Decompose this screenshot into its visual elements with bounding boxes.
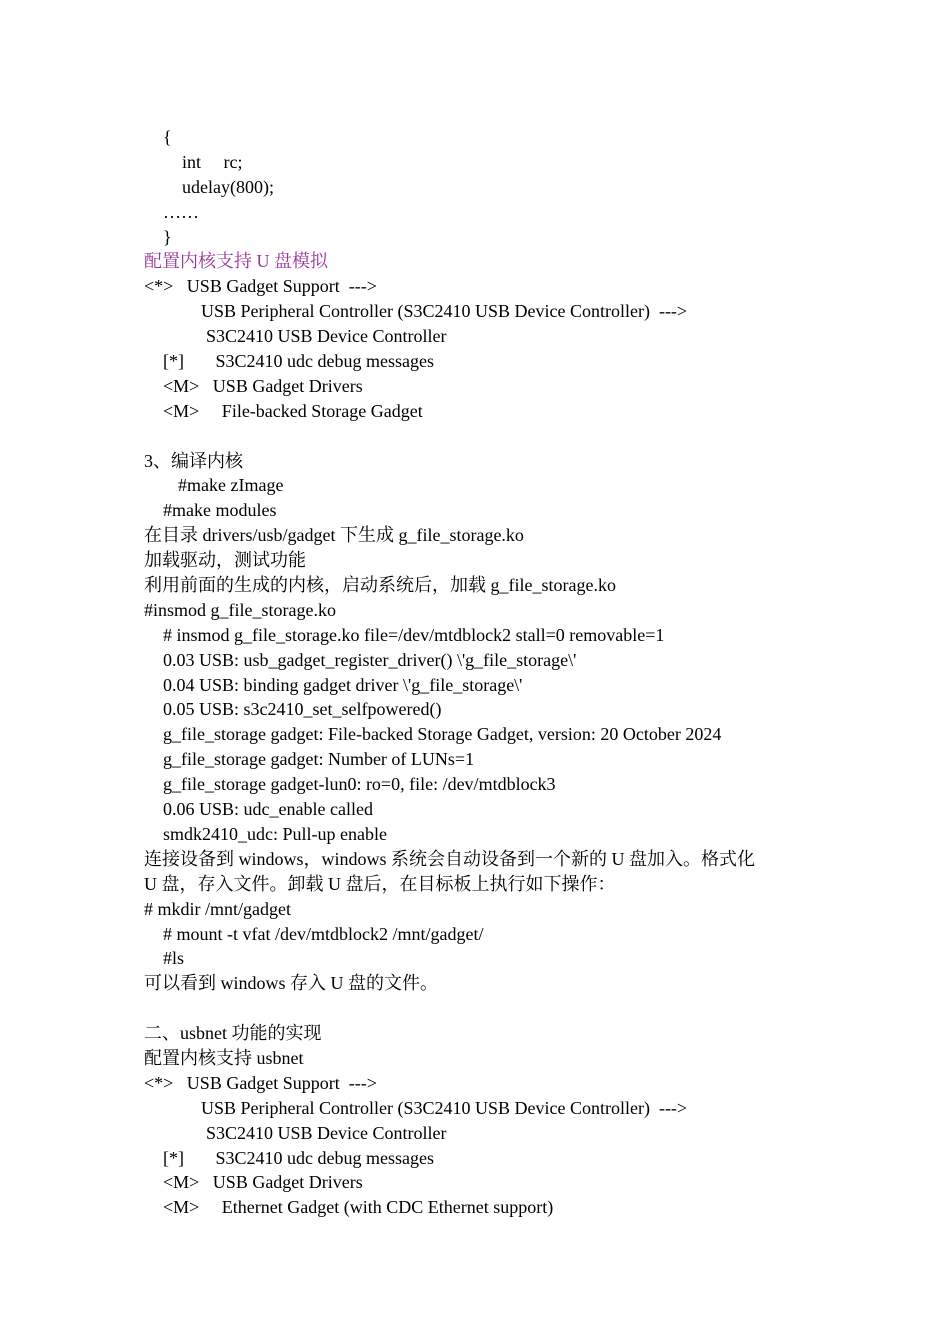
text-line: } bbox=[163, 226, 172, 247]
text-line: 配置内核支持 usbnet bbox=[144, 1047, 304, 1068]
text-line: <*> USB Gadget Support ---> bbox=[144, 276, 377, 297]
text-line: S3C2410 USB Device Controller bbox=[206, 1122, 447, 1143]
text-line: USB Peripheral Controller (S3C2410 USB Device Controller) ---> bbox=[201, 301, 688, 322]
text-line: g_file_storage gadget-lun0: ro=0, file: /dev/mtdblock3 bbox=[163, 774, 556, 795]
text-line: 利用前面的生成的内核，启动系统后，加载 g_file_storage.ko bbox=[144, 575, 616, 596]
text-line: [*] S3C2410 udc debug messages bbox=[163, 351, 434, 372]
text-line: # mkdir /mnt/gadget bbox=[144, 898, 291, 919]
text-line: <M> USB Gadget Drivers bbox=[163, 1172, 363, 1193]
text-line: <M> USB Gadget Drivers bbox=[163, 375, 363, 396]
document-page bbox=[0, 125, 950, 1220]
text-line: { bbox=[163, 127, 172, 147]
text-line: …… bbox=[163, 201, 199, 222]
text-line: 0.03 USB: usb_gadget_register_driver() \'g_file_storage\' bbox=[163, 649, 577, 670]
text-line: # mount -t vfat /dev/mtdblock2 /mnt/gadget/ bbox=[163, 923, 484, 944]
text-line: S3C2410 USB Device Controller bbox=[206, 326, 447, 347]
text-line: int rc; bbox=[182, 151, 243, 172]
text-line: 在目录 drivers/usb/gadget 下生成 g_file_storage.ko bbox=[144, 525, 524, 546]
text-line: #make zImage bbox=[178, 475, 284, 496]
text-line: USB Peripheral Controller (S3C2410 USB Device Controller) ---> bbox=[201, 1097, 688, 1118]
text-line: udelay(800); bbox=[182, 176, 274, 197]
text-line: 二、usbnet 功能的实现 bbox=[144, 1023, 322, 1044]
text-line: 可以看到 windows 存入 U 盘的文件。 bbox=[144, 973, 439, 994]
text-line: g_file_storage gadget: Number of LUNs=1 bbox=[163, 749, 475, 770]
text-line: <M> Ethernet Gadget (with CDC Ethernet support) bbox=[163, 1197, 554, 1218]
text-line: 0.05 USB: s3c2410_set_selfpowered() bbox=[163, 699, 442, 720]
text-line: g_file_storage gadget: File-backed Storage Gadget, version: 20 October 2024 bbox=[163, 724, 722, 745]
blank-line bbox=[0, 424, 950, 449]
text-line: #ls bbox=[163, 948, 185, 969]
text-line: # insmod g_file_storage.ko file=/dev/mtdblock2 stall=0 removable=1 bbox=[163, 624, 665, 645]
text-line: 加载驱动，测试功能 bbox=[144, 550, 306, 571]
text-line: [*] S3C2410 udc debug messages bbox=[163, 1147, 434, 1168]
text-line: smdk2410_udc: Pull-up enable bbox=[163, 823, 387, 844]
text-line: 3、编译内核 bbox=[144, 450, 243, 471]
text-line: <M> File-backed Storage Gadget bbox=[163, 400, 423, 421]
blank-line bbox=[0, 996, 950, 1021]
text-line: #make modules bbox=[163, 500, 277, 521]
text-line: <*> USB Gadget Support ---> bbox=[144, 1072, 377, 1093]
text-line: #insmod g_file_storage.ko bbox=[144, 599, 336, 620]
text-line: 0.06 USB: udc_enable called bbox=[163, 799, 373, 820]
text-line: 配置内核支持 U 盘模拟 bbox=[144, 251, 328, 272]
text-line: U 盘，存入文件。卸载 U 盘后，在目标板上执行如下操作： bbox=[144, 873, 616, 894]
text-line: 连接设备到 windows，windows 系统会自动设备到一个新的 U 盘加入。格式化 bbox=[144, 848, 756, 869]
text-line: 0.04 USB: binding gadget driver \'g_file_storage\' bbox=[163, 674, 523, 695]
